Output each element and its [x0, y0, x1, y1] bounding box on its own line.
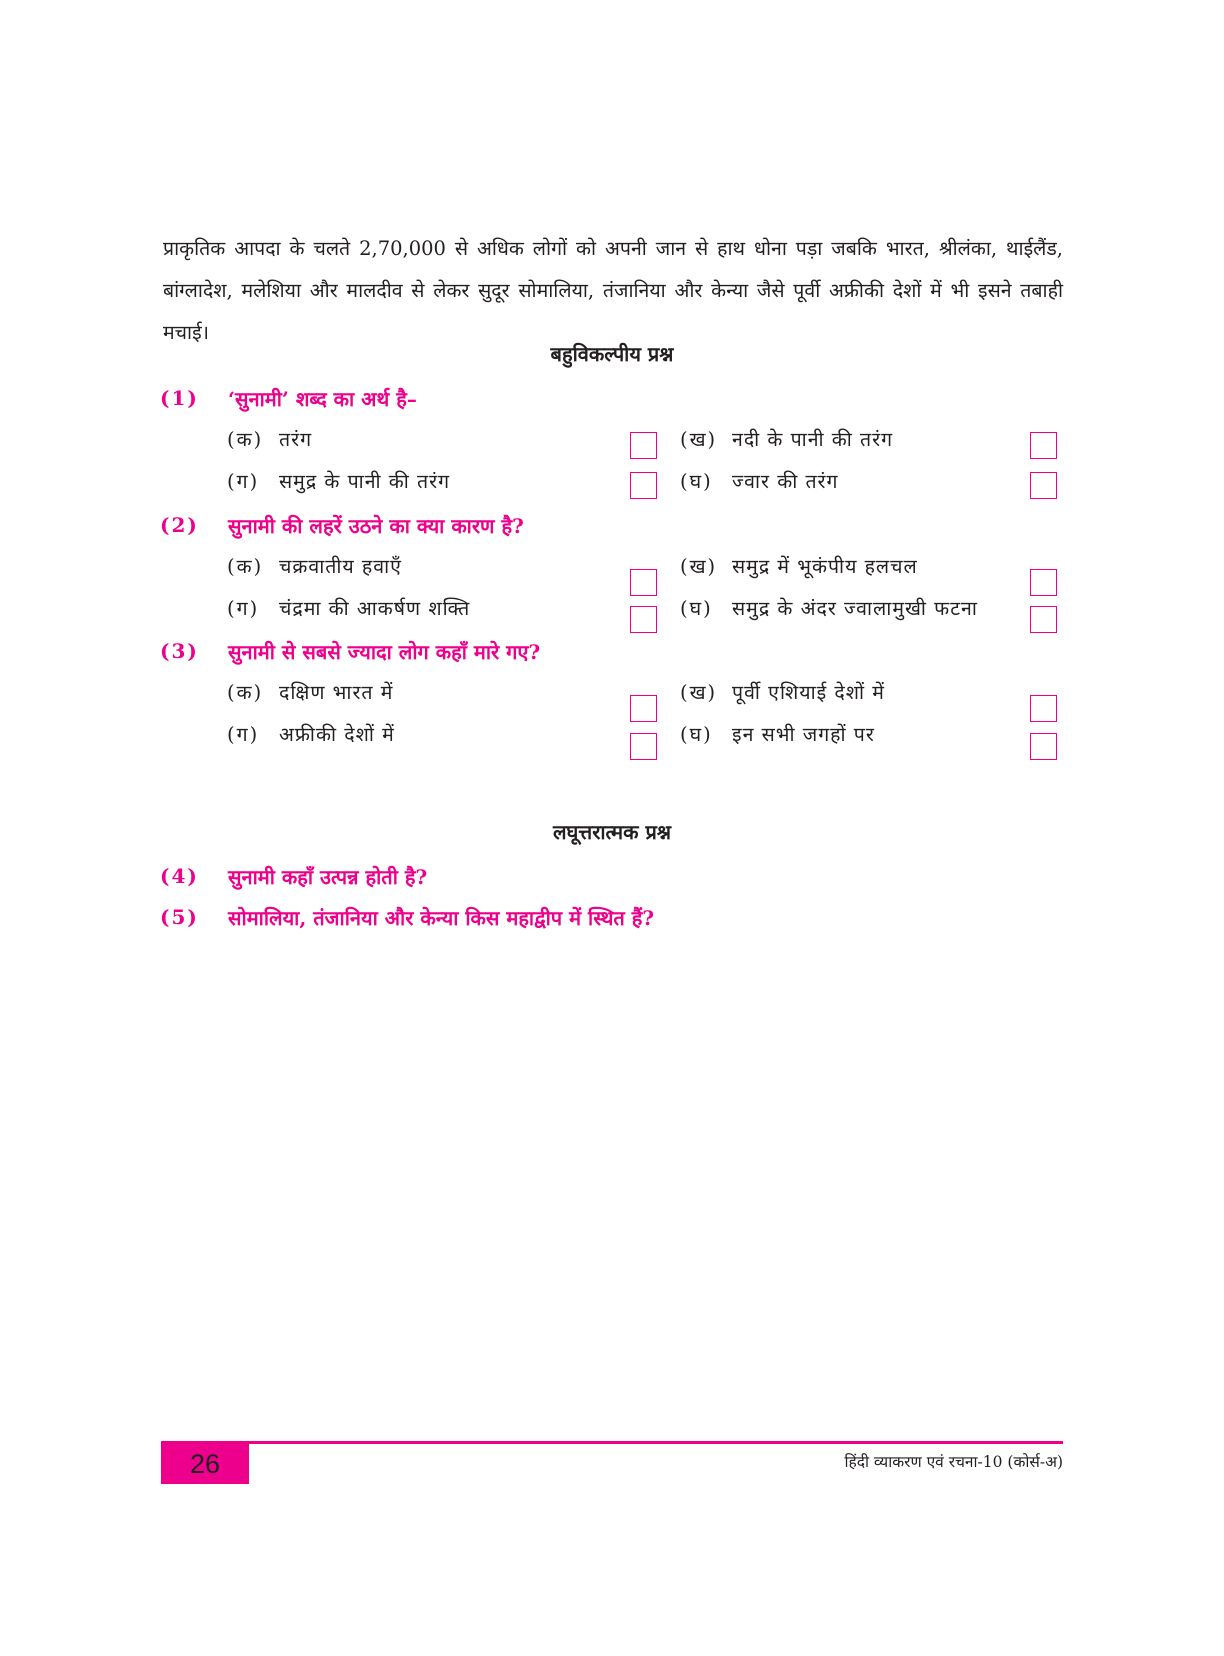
mcq-heading: बहुविकल्पीय प्रश्न — [550, 342, 674, 366]
question-text: सुनामी से सबसे ज्यादा लोग कहाँ मारे गए? — [228, 639, 541, 664]
short-answer-heading: लघूत्तरात्मक प्रश्न — [553, 820, 671, 844]
book-title: हिंदी व्याकरण एवं रचना-10 (कोर्स-अ) — [844, 1453, 1063, 1471]
option-q3-ga — [227, 718, 395, 748]
option-text: ज्वार की तरंग — [732, 469, 839, 493]
option-q1-ka — [227, 423, 312, 453]
option-q2-ka — [227, 550, 402, 580]
checkbox-q3-ga[interactable] — [630, 733, 657, 760]
option-text: चक्रवातीय हवाएँ — [279, 554, 402, 578]
option-text: दक्षिण भारत में — [279, 680, 394, 704]
question-number: (5) — [160, 905, 199, 929]
question-text: सोमालिया, तंजानिया और केन्या किस महाद्वीप में स्थित हैं? — [228, 905, 655, 930]
option-text: तरंग — [279, 427, 313, 451]
option-text: अफ्रीकी देशों में — [279, 722, 395, 746]
question-4 — [160, 861, 427, 891]
checkbox-q2-ga[interactable] — [630, 606, 657, 633]
page-number: 26 — [161, 1444, 249, 1484]
option-label: (ग) — [227, 596, 260, 620]
checkbox-q3-kha[interactable] — [1030, 695, 1057, 722]
question-1 — [160, 383, 417, 413]
option-q3-gha — [680, 718, 875, 748]
option-q2-ga — [227, 592, 470, 622]
question-text: सुनामी कहाँ उत्पन्न होती है? — [228, 864, 428, 889]
option-text: पूर्वी एशियाई देशों में — [732, 680, 885, 704]
option-label: (ग) — [227, 722, 260, 746]
question-number: (1) — [160, 386, 199, 410]
checkbox-q3-gha[interactable] — [1030, 733, 1057, 760]
checkbox-q1-gha[interactable] — [1030, 472, 1057, 499]
option-q1-kha — [680, 423, 893, 453]
checkbox-q2-gha[interactable] — [1030, 606, 1057, 633]
passage-paragraph: प्राकृतिक आपदा के चलते 2,70,000 से अधिक लोगों को अपनी जान से हाथ धोना पड़ा जबकि भारत, श्रीलंका, थाईलैंड, बांग्लादेश, मलेशिया और मालदीव से लेकर सुदूर सोमालिया, तंजानिया और केन्या जैसे पूर्वी अफ्रीकी देशों में भी इसने तबाही मचाई। — [163, 237, 1063, 344]
footer-rule — [161, 1441, 1063, 1444]
option-label: (घ) — [680, 596, 713, 620]
option-text: नदी के पानी की तरंग — [732, 427, 894, 451]
question-3 — [160, 636, 540, 666]
checkbox-q1-ka[interactable] — [630, 432, 657, 459]
option-label: (ग) — [227, 469, 260, 493]
question-text: ‘सुनामी’ शब्द का अर्थ है– — [228, 386, 417, 411]
checkbox-q1-kha[interactable] — [1030, 432, 1057, 459]
option-label: (घ) — [680, 469, 713, 493]
option-label: (क) — [227, 427, 264, 451]
question-number: (2) — [160, 513, 199, 537]
option-text: इन सभी जगहों पर — [732, 722, 875, 746]
checkbox-q2-ka[interactable] — [630, 569, 657, 596]
option-text: समुद्र में भूकंपीय हलचल — [732, 554, 918, 578]
question-number: (3) — [160, 639, 199, 663]
option-label: (क) — [227, 680, 264, 704]
checkbox-q3-ka[interactable] — [630, 695, 657, 722]
option-label: (घ) — [680, 722, 713, 746]
option-q2-kha — [680, 550, 918, 580]
question-number: (4) — [160, 864, 199, 888]
option-q1-gha — [680, 465, 839, 495]
option-q2-gha — [680, 592, 978, 622]
checkbox-q1-ga[interactable] — [630, 472, 657, 499]
option-q3-kha — [680, 676, 885, 706]
option-label: (ख) — [680, 554, 718, 578]
question-2 — [160, 510, 524, 540]
option-label: (ख) — [680, 680, 718, 704]
option-text: समुद्र के पानी की तरंग — [279, 469, 451, 493]
option-q1-ga — [227, 465, 450, 495]
option-label: (ख) — [680, 427, 718, 451]
checkbox-q2-kha[interactable] — [1030, 569, 1057, 596]
question-5 — [160, 902, 654, 932]
question-text: सुनामी की लहरें उठने का क्या कारण है? — [228, 513, 524, 538]
option-text: चंद्रमा की आकर्षण शक्ति — [279, 596, 471, 620]
option-text: समुद्र के अंदर ज्वालामुखी फटना — [732, 596, 978, 620]
option-label: (क) — [227, 554, 264, 578]
option-q3-ka — [227, 676, 393, 706]
